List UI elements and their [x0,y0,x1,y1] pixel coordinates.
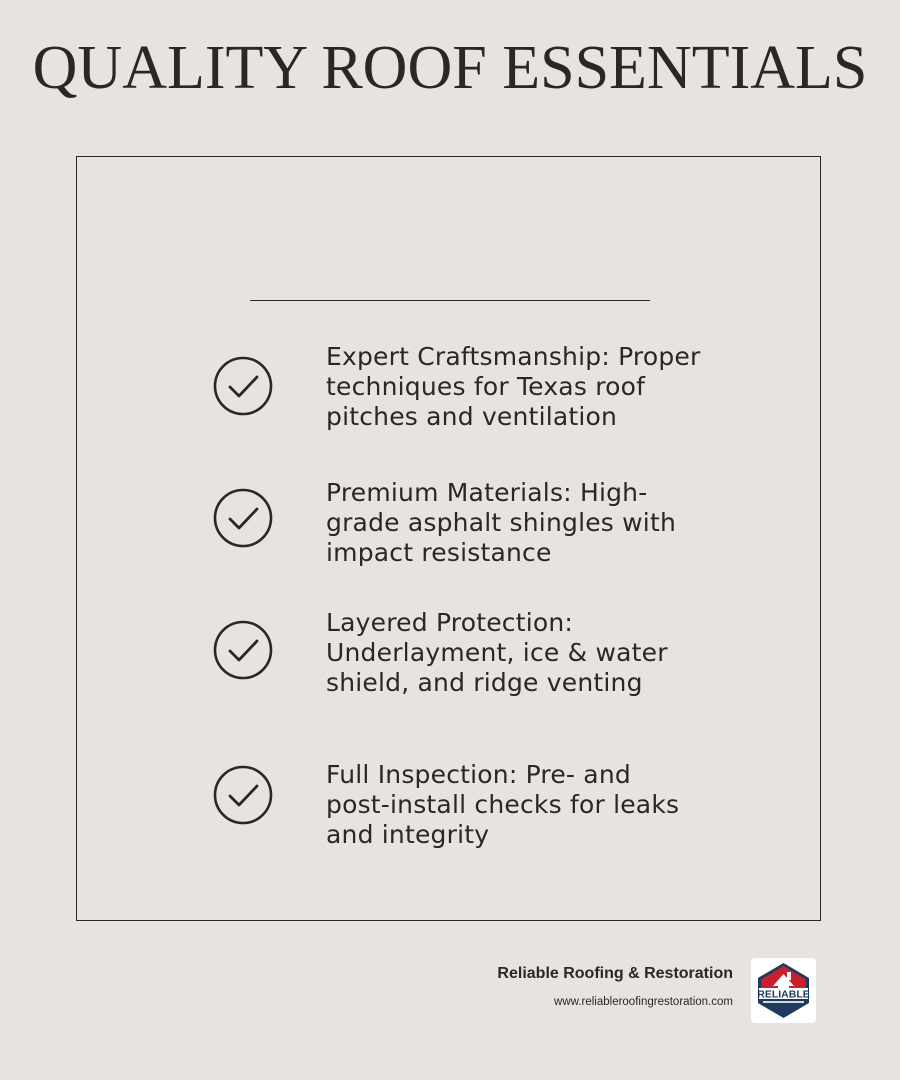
item-line: Layered Protection: [326,608,574,637]
item-line: Premium Materials: High- [326,478,648,507]
check-circle-icon [213,488,273,548]
check-circle-icon [213,765,273,825]
item-line: Expert Craftsmanship: Proper [326,342,701,371]
item-line: impact resistance [326,538,552,567]
company-url[interactable]: www.reliableroofingrestoration.com [554,996,733,1008]
company-name: Reliable Roofing & Restoration [497,965,733,982]
logo-text: RELIABLE [757,988,810,1001]
item-text [326,478,746,568]
check-circle-icon [213,356,273,416]
item-line: Full Inspection: Pre- and [326,760,631,789]
check-circle-icon [213,620,273,680]
item-line: pitches and ventilation [326,402,618,431]
item-text [326,608,746,698]
company-logo [751,958,816,1023]
item-line: post-install checks for leaks [326,790,680,819]
item-text [326,342,746,432]
item-text [326,760,746,850]
page-title: QUALITY ROOF ESSENTIALS [32,34,868,102]
divider-line [250,300,650,301]
item-line: grade asphalt shingles with [326,508,677,537]
roof-house-logo-icon [751,958,816,1023]
item-line: and integrity [326,820,490,849]
item-line: shield, and ridge venting [326,668,643,697]
item-line: techniques for Texas roof [326,372,646,401]
item-line: Underlayment, ice & water [326,638,668,667]
